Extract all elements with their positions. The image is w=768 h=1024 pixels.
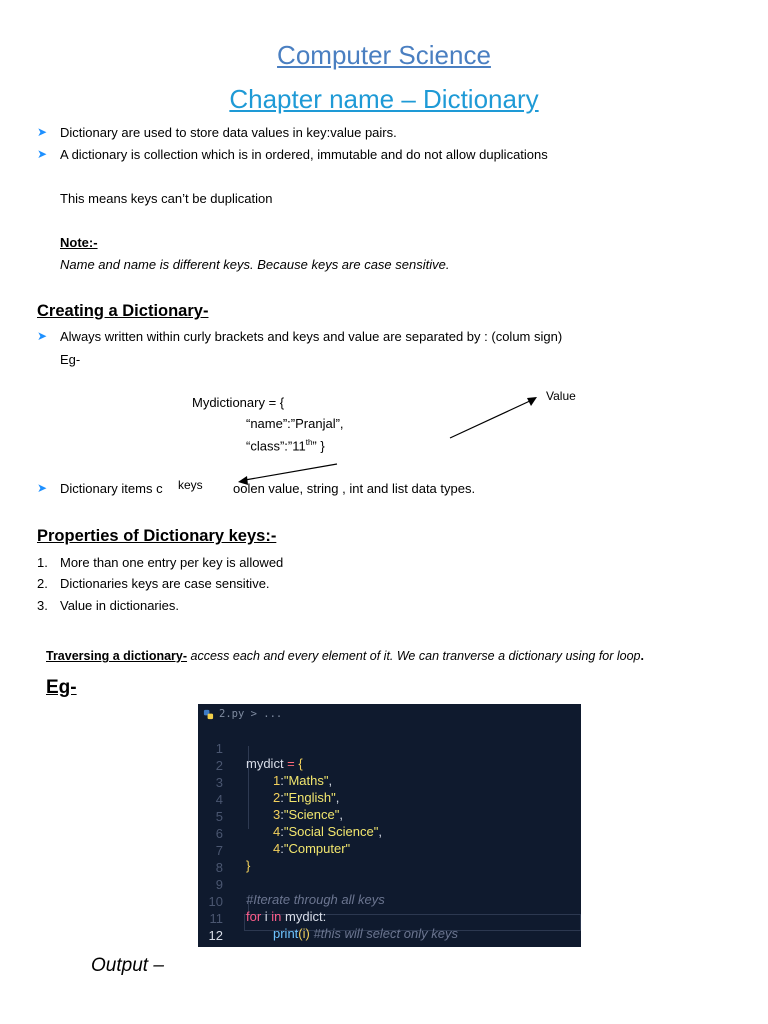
code-line: 3 2:"English", — [215, 775, 340, 805]
arrow-to-value — [450, 397, 537, 438]
note-text: Name and name is different keys. Because keys are case sensitive. — [60, 257, 450, 272]
value-callout-label: Value — [546, 389, 576, 403]
creating-bullet-2-left: Dictionary items c — [60, 481, 163, 496]
python-file-icon — [203, 709, 214, 720]
intro-bullet-2: A dictionary is collection which is in ordered, immutable and do not allow duplications — [60, 147, 548, 162]
code-line: 6 4:"Computer" — [215, 826, 351, 856]
chapter-title: Chapter name – Dictionary — [229, 84, 539, 114]
arrow-bullet-icon: ➤ — [37, 329, 48, 343]
creating-bullet-1: Always written within curly brackets and keys and value are separated by : (colum sign) — [60, 329, 563, 344]
code-line: 11 print(i) #this will select only keys — [209, 911, 458, 941]
code-line: 2 1:"Maths", — [215, 758, 333, 788]
output-label: Output – — [91, 955, 164, 976]
arrow-bullet-icon: ➤ — [37, 125, 48, 139]
code-line: 7 } — [215, 843, 251, 873]
eg-label: Eg- — [60, 352, 81, 367]
code-line: 12 — [208, 928, 223, 943]
code-line: 4 3:"Science", — [215, 792, 343, 822]
example-line-3: “class”:”11th” } — [246, 438, 325, 454]
example-line-1: Mydictionary = { — [192, 395, 285, 410]
eg2-label: Eg- — [46, 677, 77, 698]
intro-line-3: This means keys can’t be duplication — [60, 191, 273, 206]
note-label: Note:- — [60, 235, 98, 250]
keys-callout-label: keys — [178, 478, 209, 492]
page-title: Computer Science — [277, 40, 491, 70]
traversing-paragraph: Traversing a dictionary- access each and every element of it. We can tranverse a dictionary using for loop. — [46, 649, 644, 663]
list-item-number: 3. — [37, 598, 48, 613]
editor-tab-label: 2.py > ... — [219, 708, 283, 720]
arrow-bullet-icon: ➤ — [37, 147, 48, 161]
arrow-bullet-icon: ➤ — [37, 481, 48, 495]
list-item: Dictionaries keys are case sensitive. — [60, 576, 270, 591]
code-line: 9 #Iterate through all keys — [215, 877, 385, 907]
intro-bullet-1: Dictionary are used to store data values in key:value pairs. — [60, 125, 397, 140]
creating-bullet-2-right: oolen value, string , int and list data types. — [233, 481, 476, 496]
list-item-number: 2. — [37, 576, 48, 591]
example-line-2: “name”:”Pranjal”, — [246, 416, 344, 431]
list-item: Value in dictionaries. — [60, 598, 179, 613]
code-line: 1 mydict = { — [215, 741, 303, 771]
list-item: More than one entry per key is allowed — [60, 555, 284, 570]
code-line: 5 4:"Social Science", — [215, 809, 382, 839]
list-item-number: 1. — [37, 555, 48, 570]
editor-tab — [198, 704, 581, 726]
creating-heading: Creating a Dictionary- — [37, 302, 209, 320]
properties-heading: Properties of Dictionary keys:- — [37, 527, 277, 545]
code-line: 10 for i in mydict: — [208, 894, 327, 924]
code-line: 8 — [215, 860, 223, 875]
